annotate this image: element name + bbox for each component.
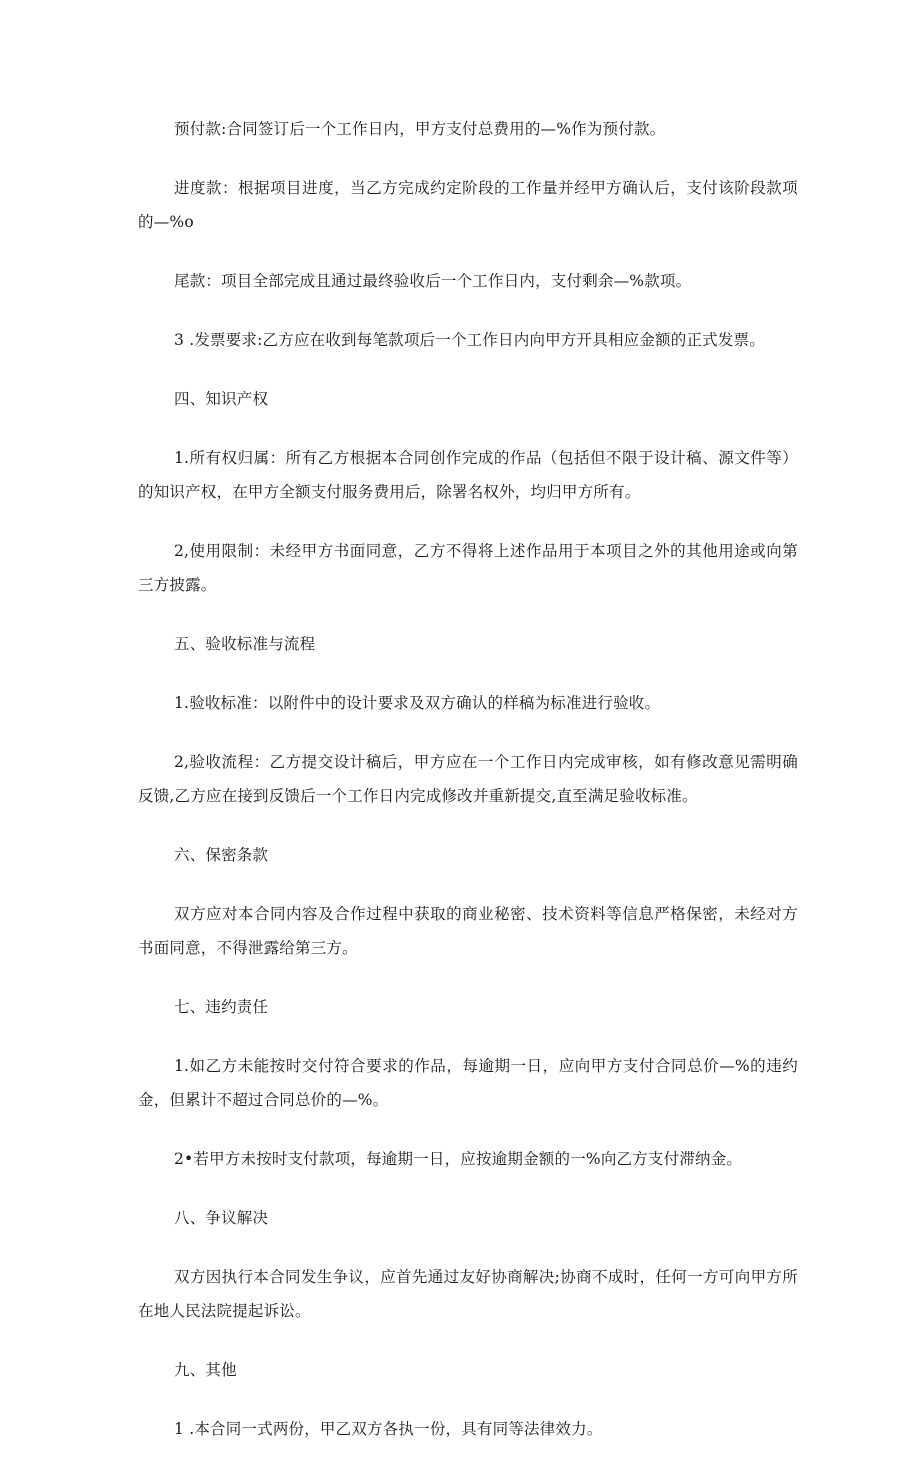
clause-usage-restriction: 2,使用限制：未经甲方书面同意，乙方不得将上述作品用于本项目之外的其他用途或向第三方披露。: [138, 542, 798, 594]
section-heading-ip: 四、知识产权: [174, 390, 269, 408]
contract-body: [138, 112, 798, 1471]
clause-copies: 1 .本合同一式两份，甲乙双方各执一份，具有同等法律效力。: [174, 1420, 603, 1438]
clause-acceptance-process: 2,验收流程：乙方提交设计稿后，甲方应在一个工作日内完成审核，如有修改意见需明确反馈,乙方应在接到反馈后一个工作日内完成修改并重新提交,直至满足验收标准。: [138, 753, 798, 805]
clause-acceptance-standard: 1.验收标准：以附件中的设计要求及双方确认的样稿为标准进行验收。: [174, 694, 661, 712]
section-heading-breach: 七、违约责任: [174, 998, 269, 1016]
clause-breach-party-a: 2•若甲方未按时支付款项，每逾期一日，应按逾期金额的一%向乙方支付滞纳金。: [174, 1150, 743, 1168]
clause-confidentiality: 双方应对本合同内容及合作过程中获取的商业秘密、技术资料等信息严格保密，未经对方书面同意，不得泄露给第三方。: [138, 905, 798, 957]
section-heading-dispute: 八、争议解决: [174, 1209, 269, 1227]
clause-invoice-requirement: 3 .发票要求:乙方应在收到每笔款项后一个工作日内向甲方开具相应金额的正式发票。: [174, 331, 765, 349]
clause-final-payment: 尾款：项目全部完成且通过最终验收后一个工作日内，支付剩余—%款项。: [174, 272, 692, 290]
clause-advance-payment: 预付款:合同签订后一个工作日内，甲方支付总费用的—%作为预付款。: [174, 120, 666, 138]
clause-ownership: 1.所有权归属：所有乙方根据本合同创作完成的作品（包括但不限于设计稿、源文件等）的知识产权，在甲方全额支付服务费用后，除署名权外，均归甲方所有。: [138, 449, 798, 501]
clause-progress-payment: 进度款：根据项目进度，当乙方完成约定阶段的工作量并经甲方确认后，支付该阶段款项的—%o: [138, 179, 798, 231]
section-heading-confidentiality: 六、保密条款: [174, 846, 269, 864]
section-heading-other: 九、其他: [174, 1361, 237, 1379]
clause-dispute-resolution: 双方因执行本合同发生争议，应首先通过友好协商解决;协商不成时，任何一方可向甲方所在地人民法院提起诉讼。: [138, 1268, 798, 1320]
section-heading-acceptance: 五、验收标准与流程: [174, 635, 316, 653]
clause-breach-party-b: 1.如乙方未能按时交付符合要求的作品，每逾期一日，应向甲方支付合同总价—%的违约金，但累计不超过合同总价的—%。: [138, 1057, 798, 1109]
